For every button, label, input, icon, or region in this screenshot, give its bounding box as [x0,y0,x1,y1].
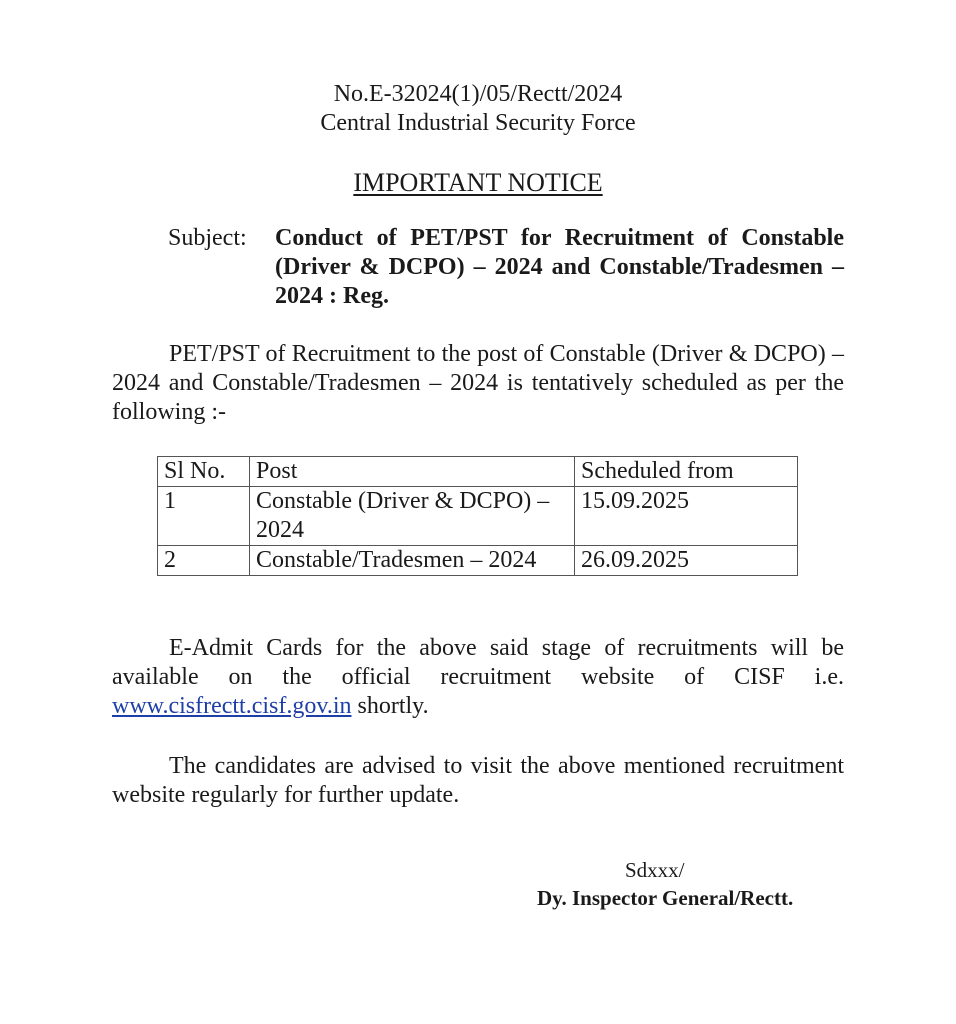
table-header-row [158,457,798,487]
cell-sl-no: 2 [158,546,250,576]
signature-mark: Sdxxx/ [625,858,685,882]
admit-card-text-end: shortly. [351,693,429,719]
signatory-designation: Dy. Inspector General/Rectt. [537,886,794,910]
subject-text: Conduct of PET/PST for Recruitment of Constable (Driver & DCPO) – 2024 and Constable/Tradesmen – 2024 : Reg. [275,225,844,309]
header-scheduled-from: Scheduled from [575,457,798,487]
recruitment-website-link[interactable]: www.cisfrectt.cisf.gov.in [112,693,352,719]
reference-number: No.E-32024(1)/05/Rectt/2024 [333,81,623,107]
advisory-paragraph: The candidates are advised to visit the above mentioned recruitment website regularly for further update. [112,753,844,808]
admit-card-text: E-Admit Cards for the above said stage of recruitments will be available on the official recruitment website of CISF i.e. [112,635,844,690]
organization-name: Central Industrial Security Force [320,110,636,136]
header-post: Post [250,457,575,487]
cell-scheduled-from: 26.09.2025 [575,546,798,576]
header-sl-no: Sl No. [158,457,250,487]
cell-post: Constable/Tradesmen – 2024 [250,546,575,576]
schedule-table [157,456,798,576]
cell-scheduled-from: 15.09.2025 [575,487,798,546]
table-row [158,487,798,546]
table-row [158,546,798,576]
cell-post: Constable (Driver & DCPO) – 2024 [250,487,575,546]
cell-sl-no: 1 [158,487,250,546]
admit-card-paragraph [112,634,844,721]
subject-label: Subject: [168,225,247,251]
intro-paragraph: PET/PST of Recruitment to the post of Constable (Driver & DCPO) – 2024 and Constable/Tradesmen – 2024 is tentatively scheduled as per the following :- [112,341,844,425]
notice-title: IMPORTANT NOTICE [353,168,603,197]
